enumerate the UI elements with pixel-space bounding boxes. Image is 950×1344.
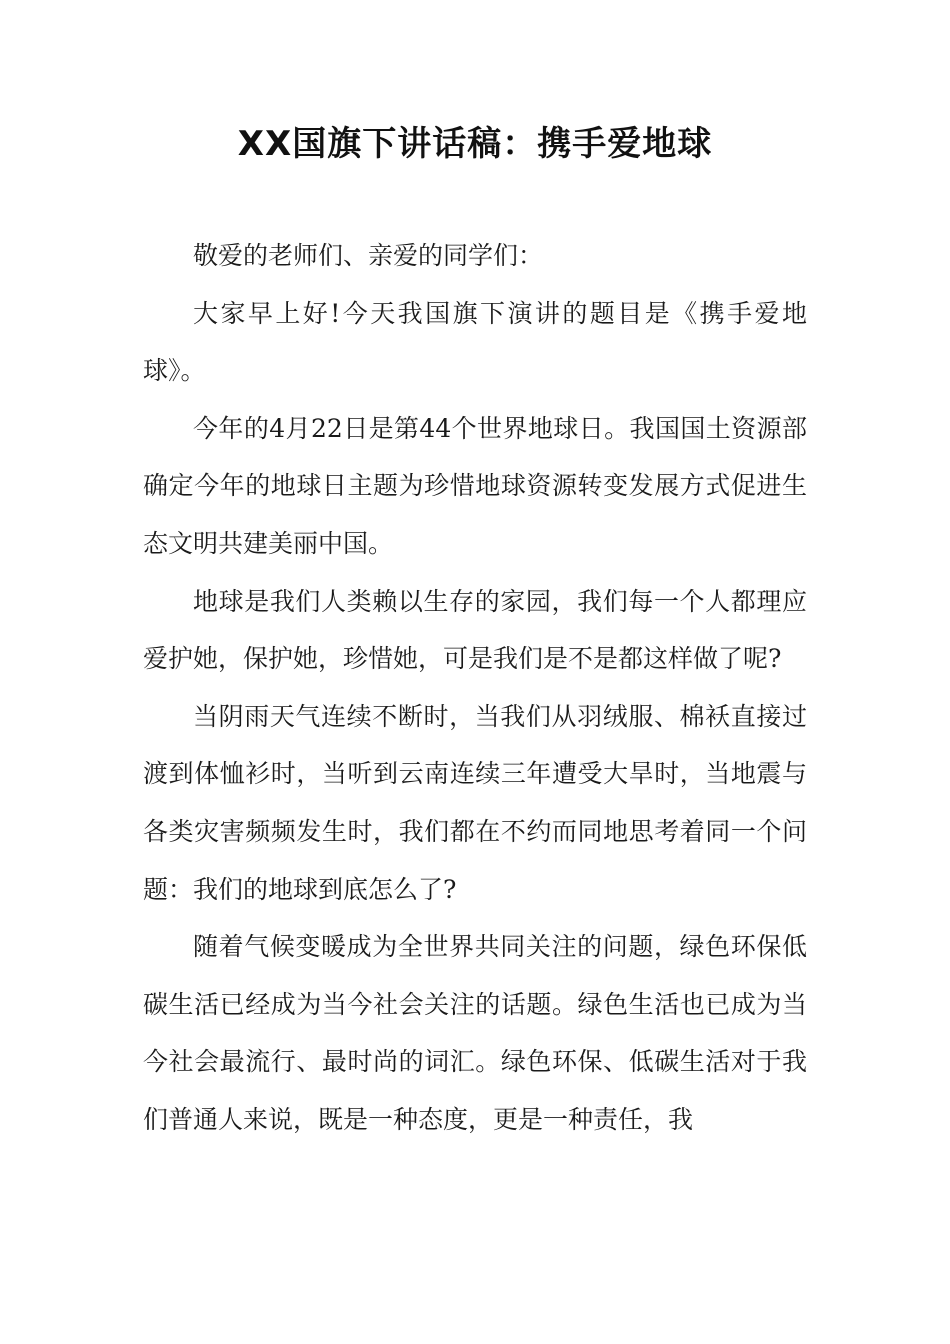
paragraph-greeting: 敬爱的老师们、亲爱的同学们： — [193, 241, 544, 270]
paragraph: 地球是我们人类赖以生存的家园，我们每一个人都理应爱护她，保护她，珍惜她，可是我们是不是都这样做了呢? — [143, 586, 807, 674]
paragraph: 当阴雨天气连续不断时，当我们从羽绒服、棉袄直接过渡到体恤衫时，当听到云南连续三年遭受大旱时，当地震与各类灾害频频发生时，我们都在不约而同地思考着同一个问题：我们的地球到底怎么了? — [143, 701, 807, 904]
paragraph: 今年的4月22日是第44个世界地球日。我国国土资源部确定今年的地球日主题为珍惜地球资源转变发展方式促进生态文明共建美丽中国。 — [143, 413, 807, 558]
page-title: XX国旗下讲话稿：携手爱地球 — [237, 124, 713, 164]
paragraph: 随着气候变暖成为全世界共同关注的问题，绿色环保低碳生活已经成为当今社会关注的话题。绿色生活也已成为当今社会最流行、最时尚的词汇。绿色环保、低碳生活对于我们普通人来说，既是一种态度，更是一种责任，我 — [143, 932, 807, 1134]
document-body — [143, 216, 807, 1149]
paragraph: 大家早上好!今天我国旗下演讲的题目是《携手爱地球》。 — [143, 298, 807, 386]
